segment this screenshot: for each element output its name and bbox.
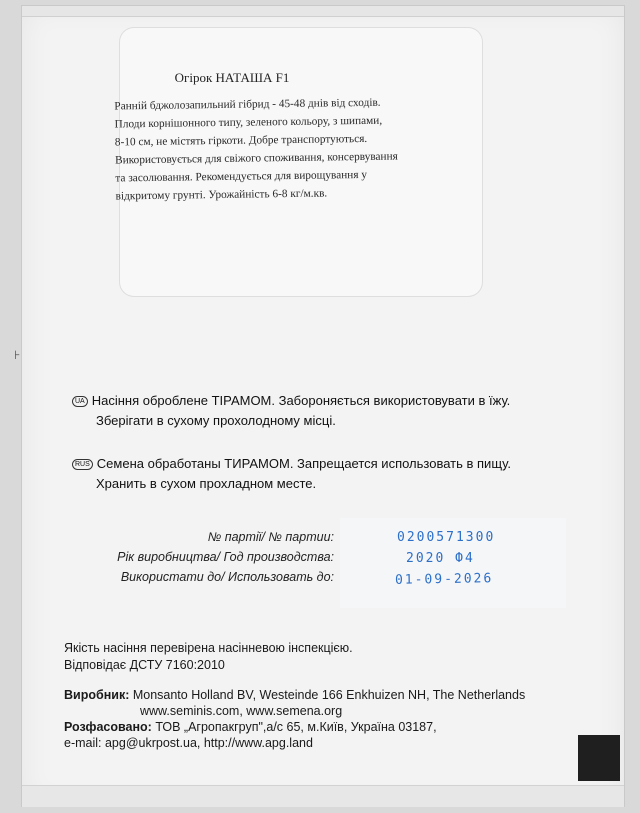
quality-line-1: Якість насіння перевірена насінневою інспекцією. [64,641,353,655]
notice-ua-line2: Зберігати в сухому прохолодному місці. [96,413,336,428]
tear-notch-icon: ⊦ [14,348,21,362]
notice-russian [72,454,511,494]
product-description [114,93,467,206]
description-line: 8-10 см, не містять гіркоти. Добре транспортуються. [114,132,368,149]
notice-ukrainian [72,391,510,431]
producer-websites[interactable]: www.seminis.com, www.semena.org [140,704,343,718]
producer-text: Monsanto Holland BV, Westeinde 166 Enkhuizen NH, The Netherlands [129,688,526,702]
description-line: та засолювання. Рекомендується для вирощування у [115,168,368,185]
production-year: 2020 Ф4 [406,551,475,566]
packet-top-seam [22,6,624,17]
dark-corner-patch [578,735,620,781]
description-line: Плоди корнішонного типу, зеленого кольору, з шипами, [114,114,383,131]
producer-line [64,687,525,703]
notice-ua-line1: Насіння оброблене ТІРАМОМ. Забороняється використовувати в їжу. [91,393,511,408]
packer-text: ТОВ „Агропакгруп",а/с 65, м.Київ, Україна 03187, [151,720,437,734]
producer-label: Виробник: [64,688,130,702]
expiry-date: 01-09-2026 [394,571,494,588]
expiry-label: Використати до/ Использовать до: [120,570,334,584]
production-year-label: Рік виробництва/ Год производства: [117,550,334,564]
packer-line [64,719,437,735]
packer-label: Розфасовано: [64,720,152,734]
description-line: Використовується для свіжого споживання, консервування [115,150,398,167]
contact-line[interactable]: e-mail: apg@ukrpost.ua, http://www.apg.land [64,736,313,750]
description-line: відкритому грунті. Урожайність 6-8 кг/м.кв. [115,187,328,203]
packet-bottom-seam [22,785,624,807]
rus-badge-icon: RUS [72,459,93,470]
batch-number: 0200571300 [397,530,496,545]
notice-ru-line2: Хранить в сухом прохладном месте. [96,476,317,491]
quality-line-2: Відповідає ДСТУ 7160:2010 [64,658,225,672]
batch-label: № партії/ № партии: [207,530,334,544]
description-line: Ранній бджолозапильний гібрид - 45-48 днів від сходів. [114,96,381,113]
product-title: Огірок НАТАША F1 [174,70,290,85]
notice-ru-line1: Семена обработаны ТИРАМОМ. Запрещается использовать в пищу. [96,456,511,471]
ua-badge-icon: UA [72,396,88,407]
